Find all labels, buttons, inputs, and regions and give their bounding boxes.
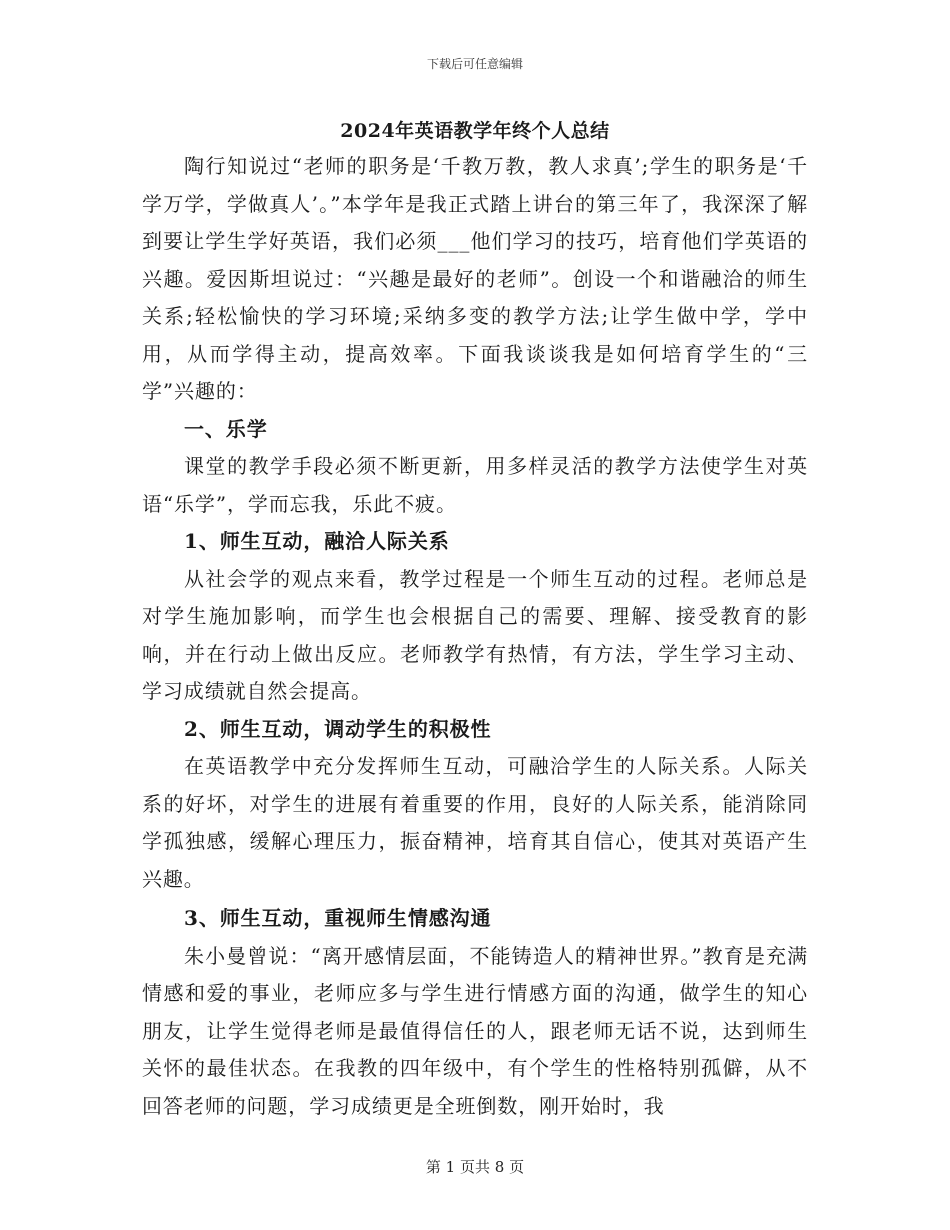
subsection-heading-2: 2、师生互动，调动学生的积极性	[184, 716, 492, 741]
subsection-1-paragraph: 从社会学的观点来看，教学过程是一个师生互动的过程。老师总是对学生施加影响，而学生也会根据自己的需要、理解、接受教育的影响，并在行动上做出反应。老师教学有热情，有方法，学生学习主动、学习成绩就自然会提高。	[142, 566, 808, 703]
page-header-note: 下载后可任意编辑	[426, 57, 523, 71]
subsection-3-paragraph: 朱小曼曾说：“离开感情层面，不能铸造人的精神世界。”教育是充满情感和爱的事业，老师应多与学生进行情感方面的沟通，做学生的知心朋友，让学生觉得老师是最值得信任的人，跟老师无话不说，达到师生关怀的最佳状态。在我教的四年级中，有个学生的性格特别孤僻，从不回答老师的问题，学习成绩更是全班倒数，刚开始时，我	[142, 943, 808, 1118]
page-footer-note: 第 1 页共 8 页	[425, 1158, 525, 1176]
document-title: 2024年英语教学年终个人总结	[340, 120, 610, 142]
document-body	[142, 148, 808, 1125]
intro-paragraph: 陶行知说过“老师的职务是‘千教万教，教人求真’;学生的职务是‘千学万学，学做真人’。”本学年是我正式踏上讲台的第三年了，我深深了解到要让学生学好英语，我们必须___他们学习的技巧，培育他们学英语的兴趣。爱因斯坦说过：“兴趣是最好的老师”。创设一个和谐融洽的师生关系;轻松愉快的学习环境;采纳多变的教学方法;让学生做中学，学中用，从而学得主动，提高效率。下面我谈谈我是如何培育学生的“三学”兴趣的：	[142, 154, 808, 403]
subsection-2-paragraph: 在英语教学中充分发挥师生互动，可融洽学生的人际关系。人际关系的好坏，对学生的进展有着重要的作用，良好的人际关系，能消除同学孤独感，缓解心理压力，振奋精神，培育其自信心，使其对英语产生兴趣。	[142, 754, 808, 891]
section-1-paragraph: 课堂的教学手段必须不断更新，用多样灵活的教学方法使学生对英语“乐学”，学而忘我，乐此不疲。	[142, 454, 808, 516]
section-heading-1: 一、乐学	[184, 416, 268, 441]
subsection-heading-3: 3、师生互动，重视师生情感沟通	[184, 906, 492, 930]
subsection-heading-1: 1、师生互动，融洽人际关系	[184, 529, 450, 553]
